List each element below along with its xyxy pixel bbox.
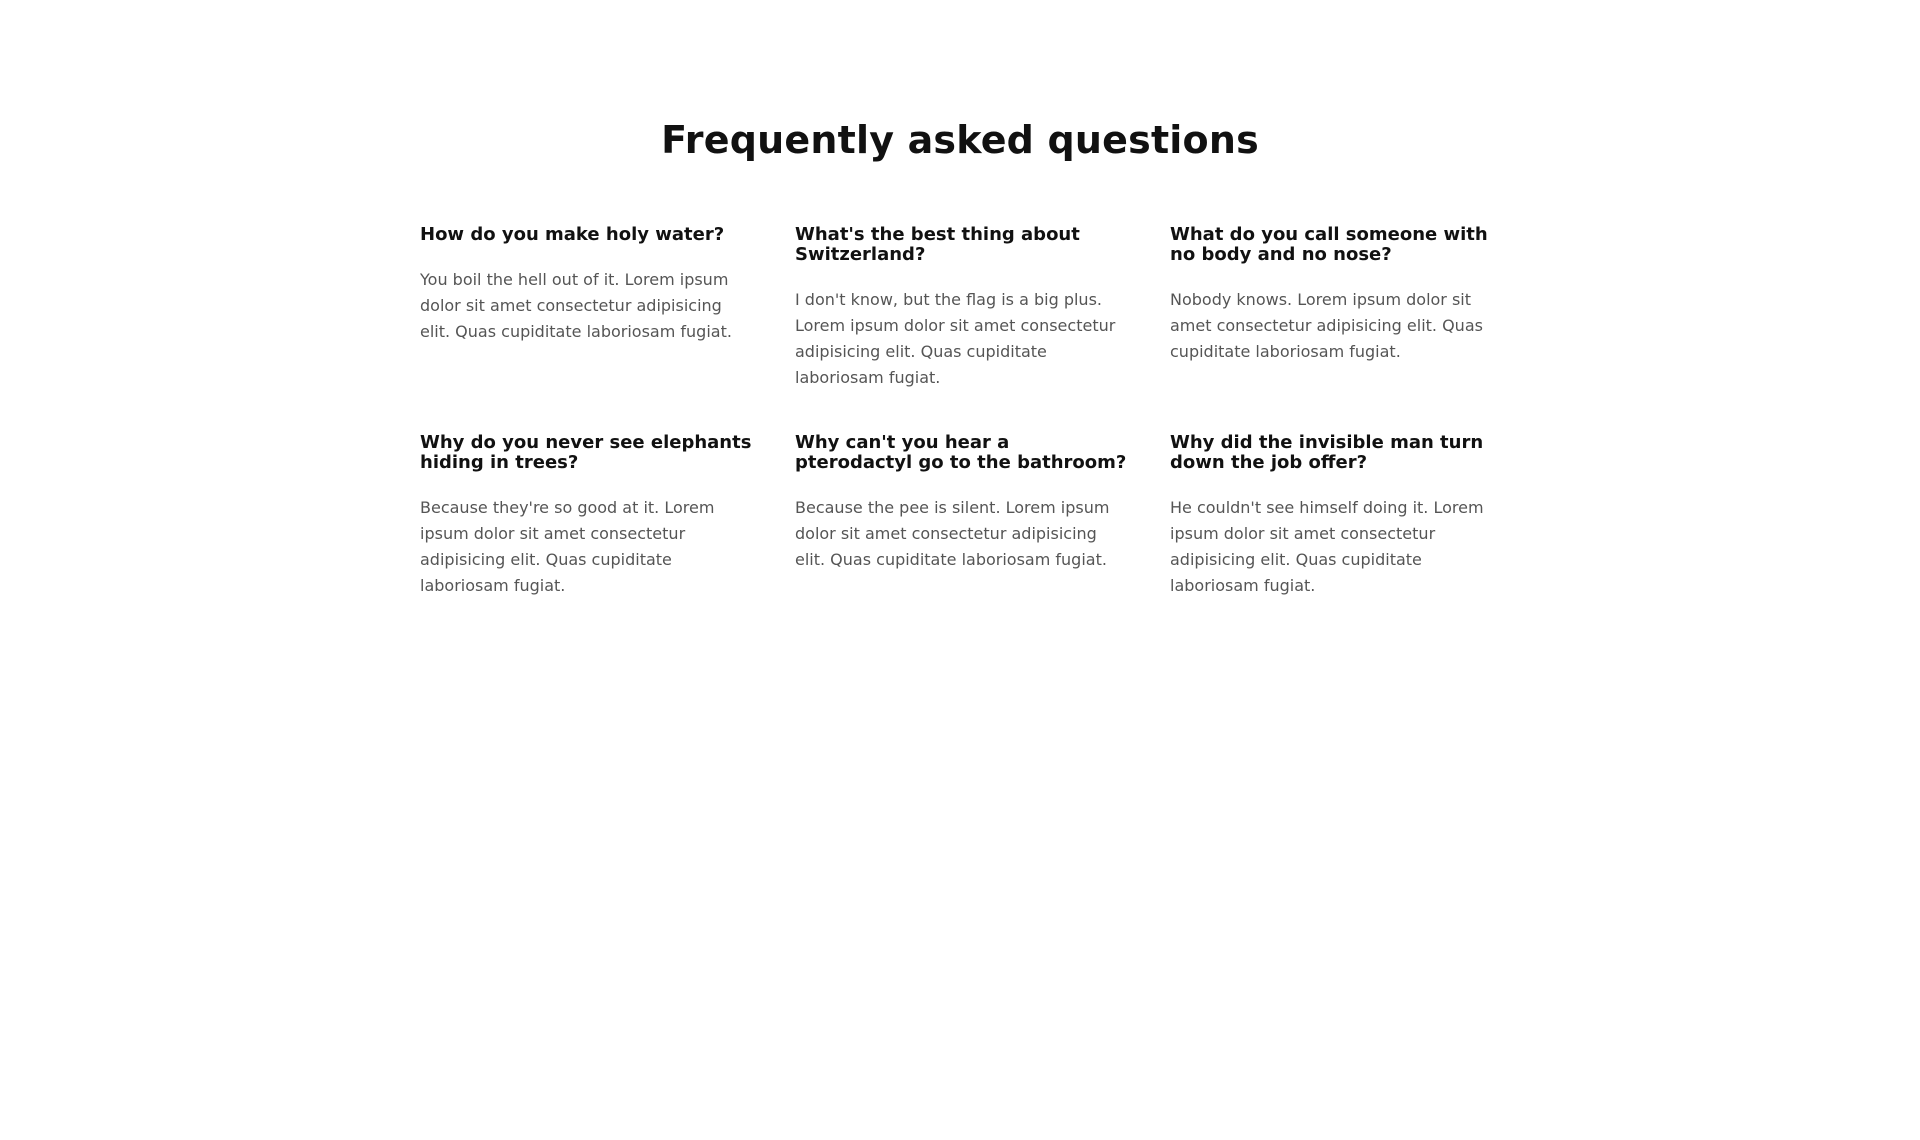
- faq-question: How do you make holy water?: [420, 224, 725, 245]
- faq-item: [795, 433, 1130, 599]
- faq-title: Frequently asked questions: [661, 118, 1259, 162]
- faq-grid: [420, 225, 1500, 599]
- faq-question: Why can't you hear a pterodactyl go to the bathroom?: [795, 432, 1127, 473]
- faq-item: [1170, 433, 1505, 599]
- faq-answer: He couldn't see himself doing it. Lorem ipsum dolor sit amet consectetur adipisicing elit. Quas cupiditate laboriosam fugiat.: [1170, 498, 1484, 595]
- faq-question: What do you call someone with no body and no nose?: [1170, 224, 1488, 265]
- faq-answer: You boil the hell out of it. Lorem ipsum dolor sit amet consectetur adipisicing elit. Quas cupiditate laboriosam fugiat.: [420, 270, 732, 341]
- faq-answer: Because they're so good at it. Lorem ipsum dolor sit amet consectetur adipisicing elit. Quas cupiditate laboriosam fugiat.: [420, 498, 715, 595]
- faq-item: [420, 225, 755, 391]
- faq-item: [795, 225, 1130, 391]
- faq-answer: I don't know, but the flag is a big plus. Lorem ipsum dolor sit amet consectetur adipisicing elit. Quas cupiditate laboriosam fugiat.: [795, 290, 1116, 387]
- faq-question: Why did the invisible man turn down the job offer?: [1170, 432, 1484, 473]
- faq-question: What's the best thing about Switzerland?: [795, 224, 1080, 265]
- faq-item: [420, 433, 755, 599]
- faq-answer: Nobody knows. Lorem ipsum dolor sit amet consectetur adipisicing elit. Quas cupiditate laboriosam fugiat.: [1170, 290, 1483, 361]
- faq-answer: Because the pee is silent. Lorem ipsum dolor sit amet consectetur adipisicing elit. Quas cupiditate laboriosam fugiat.: [795, 498, 1110, 569]
- faq-item: [1170, 225, 1505, 391]
- faq-question: Why do you never see elephants hiding in trees?: [420, 432, 752, 473]
